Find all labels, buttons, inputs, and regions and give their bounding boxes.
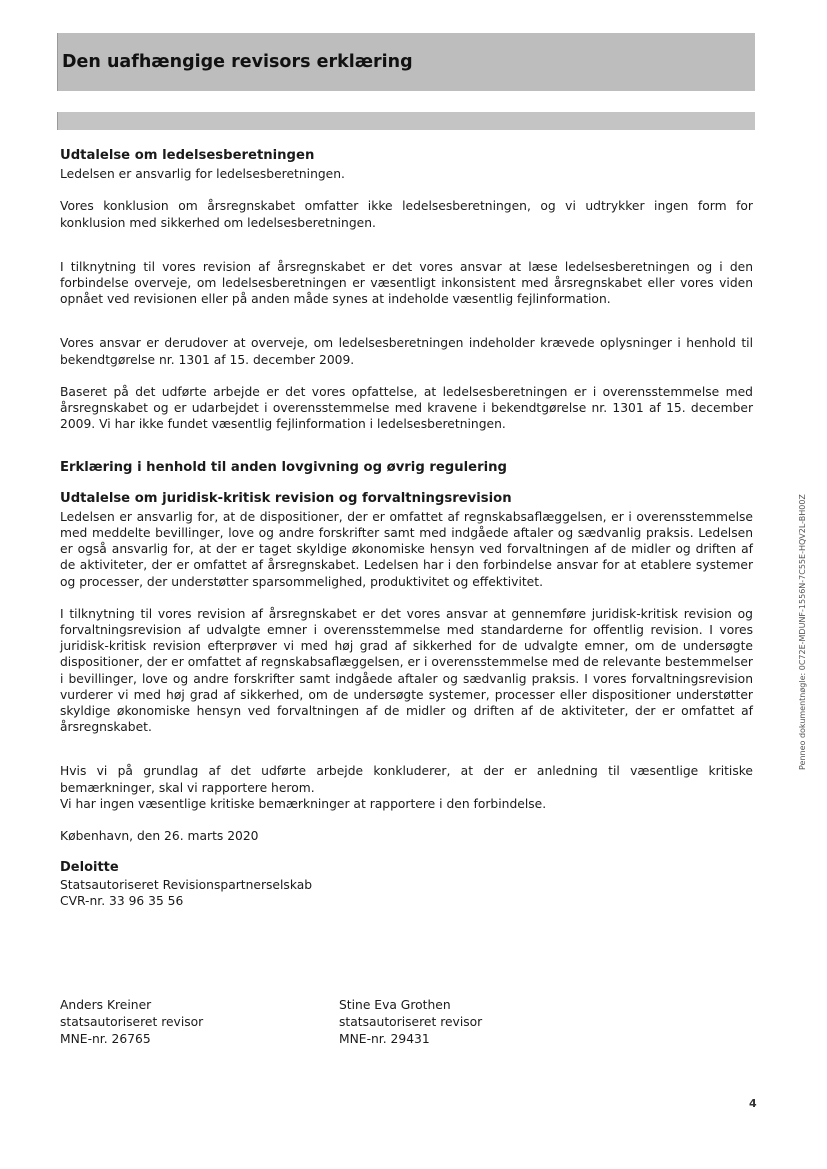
paragraph: Vores konklusion om årsregnskabet omfatter ikke ledelsesberetningen, og vi udtrykker ingen form for konklusion med sikkerhed om ledelsesberetningen. — [60, 199, 753, 230]
signatory-mne: MNE-nr. 29431 — [339, 1032, 430, 1046]
signatory-mne: MNE-nr. 26765 — [60, 1032, 151, 1046]
subsection-heading: Udtalelse om juridisk-kritisk revision og forvaltningsrevision — [60, 490, 512, 506]
firm-type: Statsautoriseret Revisionspartnerselskab — [60, 877, 313, 892]
paragraph: Vi har ingen væsentlige kritiske bemærkninger at rapportere i den forbindelse. — [60, 796, 547, 811]
place-date: København, den 26. marts 2020 — [60, 829, 259, 844]
signatory-1 — [60, 997, 203, 1048]
section-heading: Erklæring i henhold til anden lovgivning og øvrig regulering — [60, 460, 507, 476]
signatory-title: statsautoriseret revisor — [339, 1015, 483, 1029]
signatory-name: Anders Kreiner — [60, 998, 152, 1012]
paragraph: I tilknytning til vores revision af årsregnskabet er det vores ansvar at gennemføre juridisk-kritisk revision og forvaltningsrevision af udvalgte emner i overensstemmelse med standarderne for offentlig revision. I vores juridisk-kritisk revision efterprøver vi med høj grad af sikkerhed for de udvalgte emner, om de undersøgte dispositioner, der er omfattet af regnskabsaflæggelsen, er i overensstemmelse med de relevante bestemmelser i bevillinger, love og andre forskrifter samt indgåede aftaler og sædvanlig praksis. I vores forvaltningsrevision vurderer vi med høj grad af sikkerhed, om de undersøgte systemer, processer eller dispositioner understøtter skyldige økonomiske hensyn ved forvaltningen af de midler og driften af de aktiviteter, der er omfattet af årsregnskabet. — [60, 606, 753, 735]
paragraph: Hvis vi på grundlag af det udførte arbejde konkluderer, at der er anledning til væsentlige kritiske bemærkninger, skal vi rapportere herom. — [60, 764, 753, 795]
signatory-2 — [339, 997, 482, 1048]
page-title: Den uafhængige revisors erklæring — [62, 52, 413, 72]
signatory-title: statsautoriseret revisor — [60, 1015, 204, 1029]
document-body — [60, 148, 753, 909]
firm-cvr: CVR-nr. 33 96 35 56 — [60, 893, 184, 908]
document-key-note: Penneo dokumentnøgle: 0C72E-MDUNF-1556N-7C55E-HQV2L-BH00Z — [798, 494, 807, 770]
page-number: 4 — [749, 1097, 757, 1110]
signatory-name: Stine Eva Grothen — [339, 998, 451, 1012]
paragraph: Ledelsen er ansvarlig for ledelsesberetningen. — [60, 167, 345, 182]
divider-band — [57, 112, 755, 130]
section-heading: Udtalelse om ledelsesberetningen — [60, 148, 315, 163]
paragraph: Baseret på det udførte arbejde er det vores opfattelse, at ledelsesberetningen er i overensstemmelse med årsregnskabet og er udarbejdet i overensstemmelse med kravene i bekendtgørelse nr. 1301 af 15. december 2009. Vi har ikke fundet væsentlig fejlinformation i ledelsesberetningen. — [60, 384, 753, 432]
firm-name: Deloitte — [60, 860, 119, 876]
paragraph: Vores ansvar er derudover at overveje, om ledelsesberetningen indeholder krævede oplysninger i henhold til bekendtgørelse nr. 1301 af 15. december 2009. — [60, 336, 753, 367]
paragraph: I tilknytning til vores revision af årsregnskabet er det vores ansvar at læse ledelsesberetningen og i den forbindelse overveje, om ledelsesberetningen er væsentligt inkonsistent med årsregnskabet eller vores viden opnået ved revisionen eller på anden måde synes at indeholde væsentlig fejlinformation. — [60, 259, 753, 307]
paragraph: Ledelsen er ansvarlig for, at de dispositioner, der er omfattet af regnskabsaflæggelsen, er i overensstemmelse med meddelte bevillinger, love og andre forskrifter samt med indgåede aftaler og sædvanlig praksis. Ledelsen er også ansvarlig for, at der er taget skyldige økonomiske hensyn ved forvaltningen af de midler og driften af de aktiviteter, der er omfattet af årsregnskabet. Ledelsen har i den forbindelse ansvar for at etablere systemer og processer, der understøtter sparsommelighed, produktivitet og effektivitet. — [60, 509, 753, 589]
